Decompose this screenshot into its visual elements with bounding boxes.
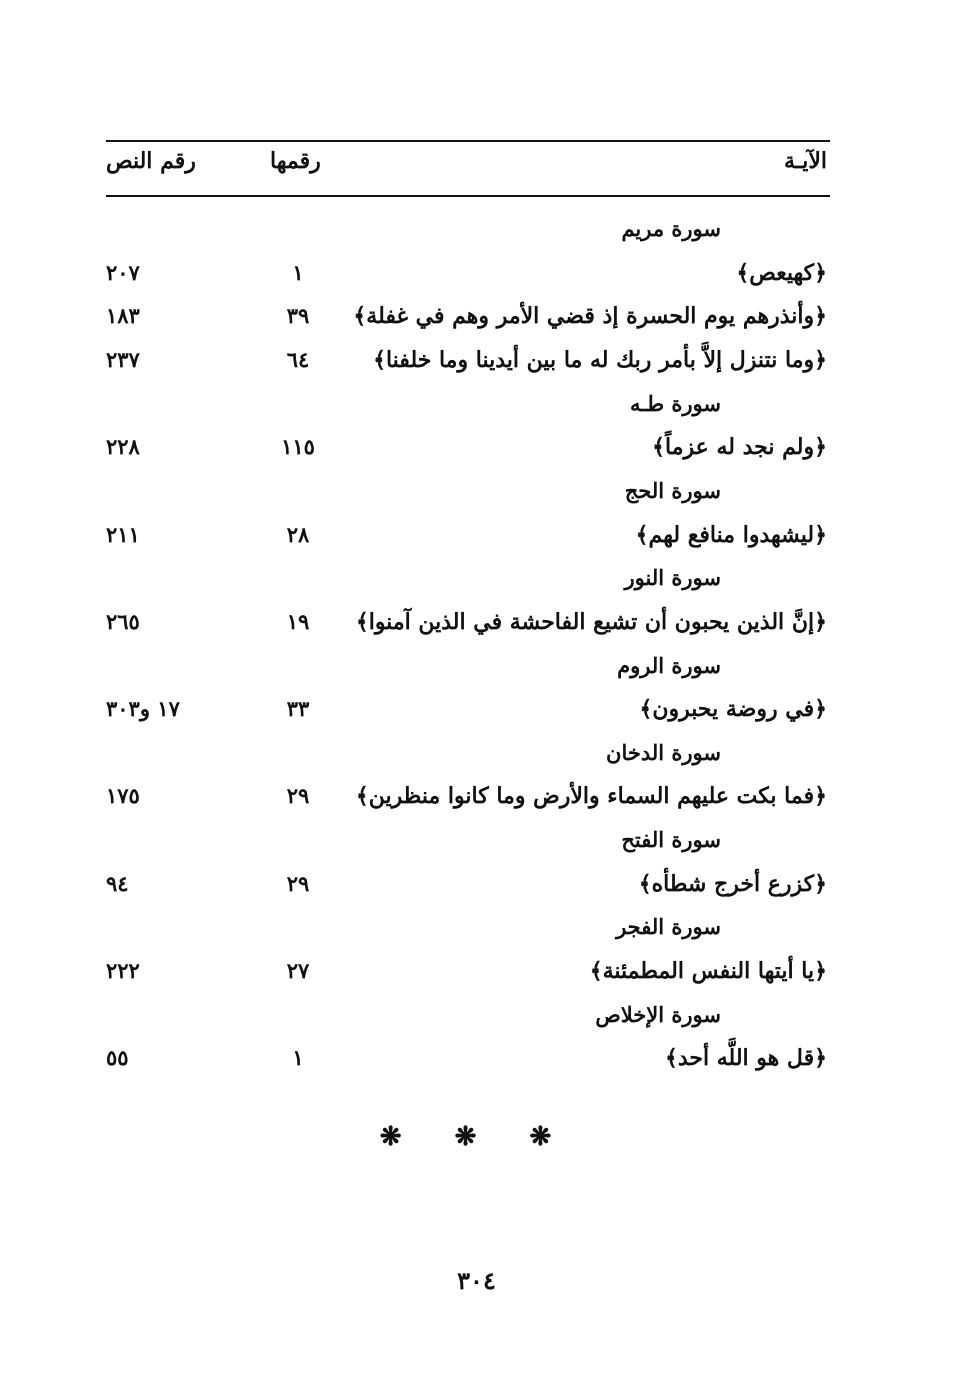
ayah-number: ٦٤ (286, 347, 310, 372)
ayah-text: ﴿وما نتنزل إلاَّ بأمر ربك له ما بين أيدينا وما خلفنا﴾ (373, 347, 827, 373)
ayah-text: ﴿كهيعص﴾ (736, 260, 827, 286)
ayah-number: ٢٩ (286, 783, 310, 808)
text-number: ٢٦٥ (106, 609, 140, 634)
surah-heading-row (0, 391, 953, 431)
ayah-text: ﴿فما بكت عليهم السماء والأرض وما كانوا منظرين﴾ (355, 783, 827, 809)
surah-title: سورة الفتح (621, 827, 721, 852)
ayah-number: ٢٨ (286, 522, 310, 547)
table-top-rule (106, 140, 830, 142)
ayah-number: ٣٣ (286, 696, 310, 721)
surah-heading-row (0, 914, 953, 954)
ayah-text: ﴿وأنذرهم يوم الحسرة إذ قضي الأمر وهم في غفلة﴾ (353, 303, 827, 329)
surah-title: سورة النور (624, 565, 721, 590)
ayah-text: ﴿في روضة يحبرون﴾ (639, 696, 827, 722)
surah-title: سورة مريم (621, 216, 721, 241)
text-number: ٥٥ (106, 1045, 129, 1070)
text-number: ٢٢٨ (106, 434, 140, 459)
table-row (0, 347, 953, 387)
surah-title: سورة طـه (629, 391, 721, 416)
page-number: ٣٠٤ (457, 1266, 496, 1295)
ayah-text: ﴿كزرع أخرج شطأه﴾ (638, 871, 827, 897)
header-ayah: الآيـة (783, 148, 827, 174)
table-row (0, 609, 953, 649)
ayah-number: ٣٩ (286, 303, 310, 328)
table-row (0, 958, 953, 998)
header-ayah-number: رقمها (270, 148, 321, 174)
surah-title: سورة الحج (624, 478, 721, 503)
ayah-number: ١١٥ (281, 434, 315, 459)
text-number: ٩٤ (106, 871, 129, 896)
surah-heading-row (0, 740, 953, 780)
ayah-text: ﴿ولم نجد له عزماً﴾ (652, 434, 827, 460)
table-row (0, 303, 953, 343)
text-number: ١٧٥ (106, 783, 140, 808)
text-number: ١٨٣ (106, 303, 140, 328)
ayah-number: ١٩ (286, 609, 310, 634)
ayah-number: ٢٩ (286, 871, 310, 896)
table-row (0, 434, 953, 474)
surah-heading-row (0, 216, 953, 256)
ayah-text: ﴿يا أيتها النفس المطمئنة﴾ (589, 958, 827, 984)
text-number: ٢١١ (106, 522, 140, 547)
ayah-number: ١ (292, 260, 304, 285)
surah-heading-row (0, 827, 953, 867)
table-row (0, 871, 953, 911)
ayah-number: ٢٧ (286, 958, 310, 983)
surah-heading-row (0, 653, 953, 693)
text-number: ٢٢٢ (106, 958, 140, 983)
table-header-rule (106, 195, 830, 197)
ayah-text: ﴿إنَّ الذين يحبون أن تشيع الفاحشة في الذين آمنوا﴾ (355, 609, 827, 635)
surah-title: سورة الروم (617, 653, 721, 678)
section-separator: ❋ ❋ ❋ (379, 1122, 574, 1152)
text-number: ١٧ و٣٠٣ (106, 696, 180, 721)
ayah-text: ﴿قل هو اللَّه أحد﴾ (664, 1045, 827, 1071)
surah-title: سورة الفجر (616, 914, 721, 939)
surah-heading-row (0, 565, 953, 605)
ayah-number: ١ (292, 1045, 304, 1070)
table-row (0, 260, 953, 300)
ayah-text: ﴿ليشهدوا منافع لهم﴾ (635, 522, 827, 548)
header-text-number: رقم النص (106, 148, 196, 174)
table-row (0, 783, 953, 823)
table-row (0, 1045, 953, 1085)
text-number: ٢٠٧ (106, 260, 140, 285)
surah-heading-row (0, 1002, 953, 1042)
text-number: ٢٣٧ (106, 347, 140, 372)
surah-title: سورة الإخلاص (595, 1002, 721, 1027)
table-row (0, 522, 953, 562)
surah-heading-row (0, 478, 953, 518)
table-row (0, 696, 953, 736)
surah-title: سورة الدخان (606, 740, 721, 765)
